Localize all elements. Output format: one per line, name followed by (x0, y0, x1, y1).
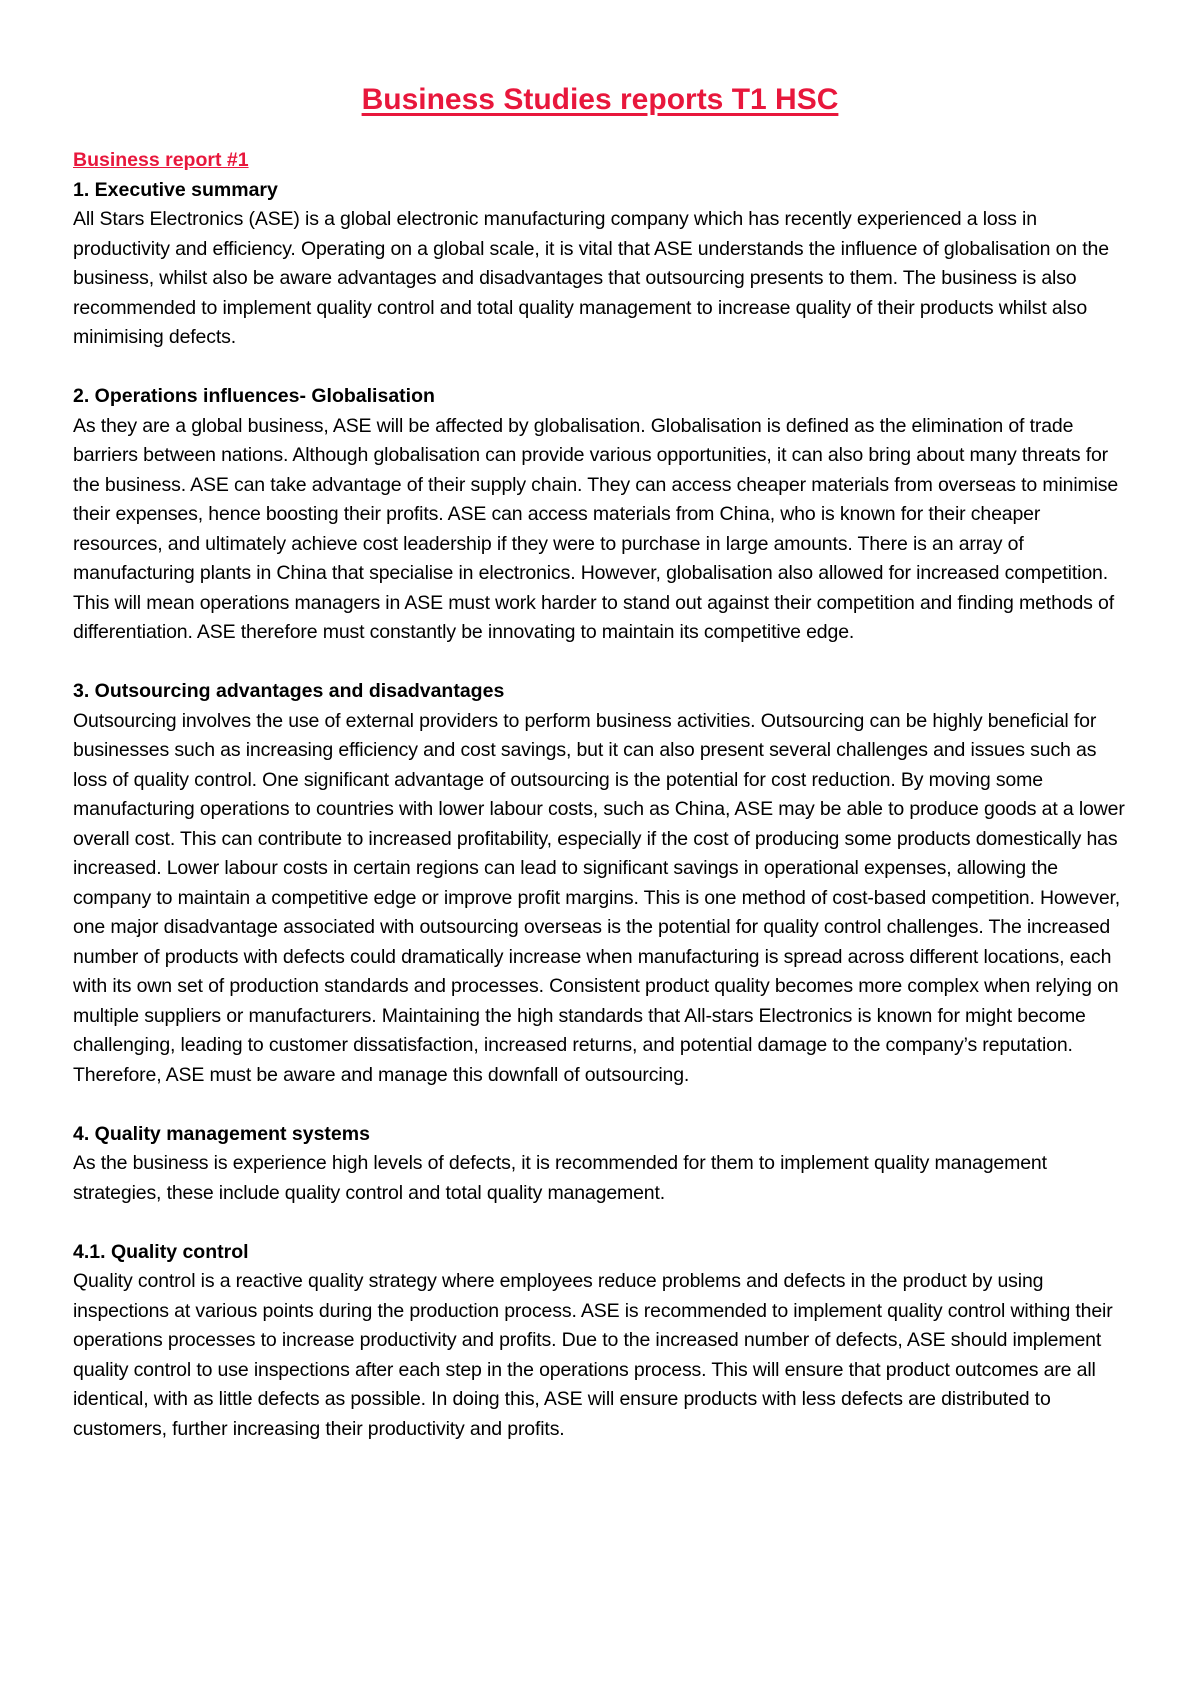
section-body: Outsourcing involves the use of external providers to perform business activities. Outsourcing can be highly beneficial for businesses such as increasing efficiency and cost savings, but it can also present several challenges and issues such as loss of quality control. One significant advantage of outsourcing is the potential for cost reduction. By moving some manufacturing operations to countries with lower labour costs, such as China, ASE may be able to produce goods at a lower overall cost. This can contribute to increased profitability, especially if the cost of producing some products domestically has increased. Lower labour costs in certain regions can lead to significant savings in operational expenses, allowing the company to maintain a competitive edge or improve profit margins. This is one method of cost-based competition. However, one major disadvantage associated with outsourcing overseas is the potential for quality control challenges. The increased number of products with defects could dramatically increase when manufacturing is spread across different locations, each with its own set of production standards and processes. Consistent product quality becomes more complex when relying on multiple suppliers or manufacturers. Maintaining the high standards that All-stars Electronics is known for might become challenging, leading to customer dissatisfaction, increased returns, and potential damage to the company’s reputation. Therefore, ASE must be aware and manage this downfall of outsourcing. (73, 709, 1125, 1086)
section-heading: 1. Executive summary (73, 178, 278, 201)
document-page (73, 70, 1127, 1474)
report-label: Business report #1 (73, 149, 249, 171)
section-body: As they are a global business, ASE will be affected by globalisation. Globalisation is defined as the elimination of trade barriers between nations. Although globalisation can provide various opportunities, it can also bring about many threats for the business. ASE can take advantage of their supply chain. They can access cheaper materials from overseas to minimise their expenses, hence boosting their profits. ASE can access materials from China, who is known for their cheaper resources, and ultimately achieve cost leadership if they were to purchase in large amounts. There is an array of manufacturing plants in China that specialise in electronics. However, globalisation also allowed for increased competition. This will mean operations managers in ASE must work harder to stand out against their competition and finding methods of differentiation. ASE therefore must constantly be innovating to maintain its competitive edge. (73, 414, 1119, 643)
section-executive-summary (73, 176, 1127, 353)
section-heading: 3. Outsourcing advantages and disadvantages (73, 680, 505, 702)
section-quality-management (73, 1120, 1127, 1209)
section-globalisation (73, 382, 1127, 648)
section-heading: 4. Quality management systems (73, 1122, 370, 1145)
section-heading: 4.1. Quality control (73, 1240, 249, 1263)
section-outsourcing (73, 677, 1127, 1090)
section-body: Quality control is a reactive quality strategy where employees reduce problems and defects in the product by using inspections at various points during the production process. ASE is recommended to implement quality control withing their operations processes to increase productivity and profits. Due to the increased number of defects, ASE should implement quality control to use inspections after each step in the operations process. This will ensure that product outcomes are all identical, with as little defects as possible. In doing this, ASE will ensure products with less defects are distributed to customers, further increasing their productivity and profits. (73, 1270, 1113, 1440)
section-body: As the business is experience high levels of defects, it is recommended for them to implement quality management strategies, these include quality control and total quality management. (73, 1152, 1047, 1204)
document-title: Business Studies reports T1 HSC (361, 83, 839, 116)
section-body: All Stars Electronics (ASE) is a global electronic manufacturing company which has recently experienced a loss in productivity and efficiency. Operating on a global scale, it is vital that ASE understands the influence of globalisation on the business, whilst also be aware advantages and disadvantages that outsourcing presents to them. The business is also recommended to implement quality control and total quality management to increase quality of their products whilst also minimising defects. (73, 208, 1109, 348)
section-heading: 2. Operations influences- Globalisation (73, 385, 435, 407)
section-quality-control (73, 1238, 1127, 1445)
